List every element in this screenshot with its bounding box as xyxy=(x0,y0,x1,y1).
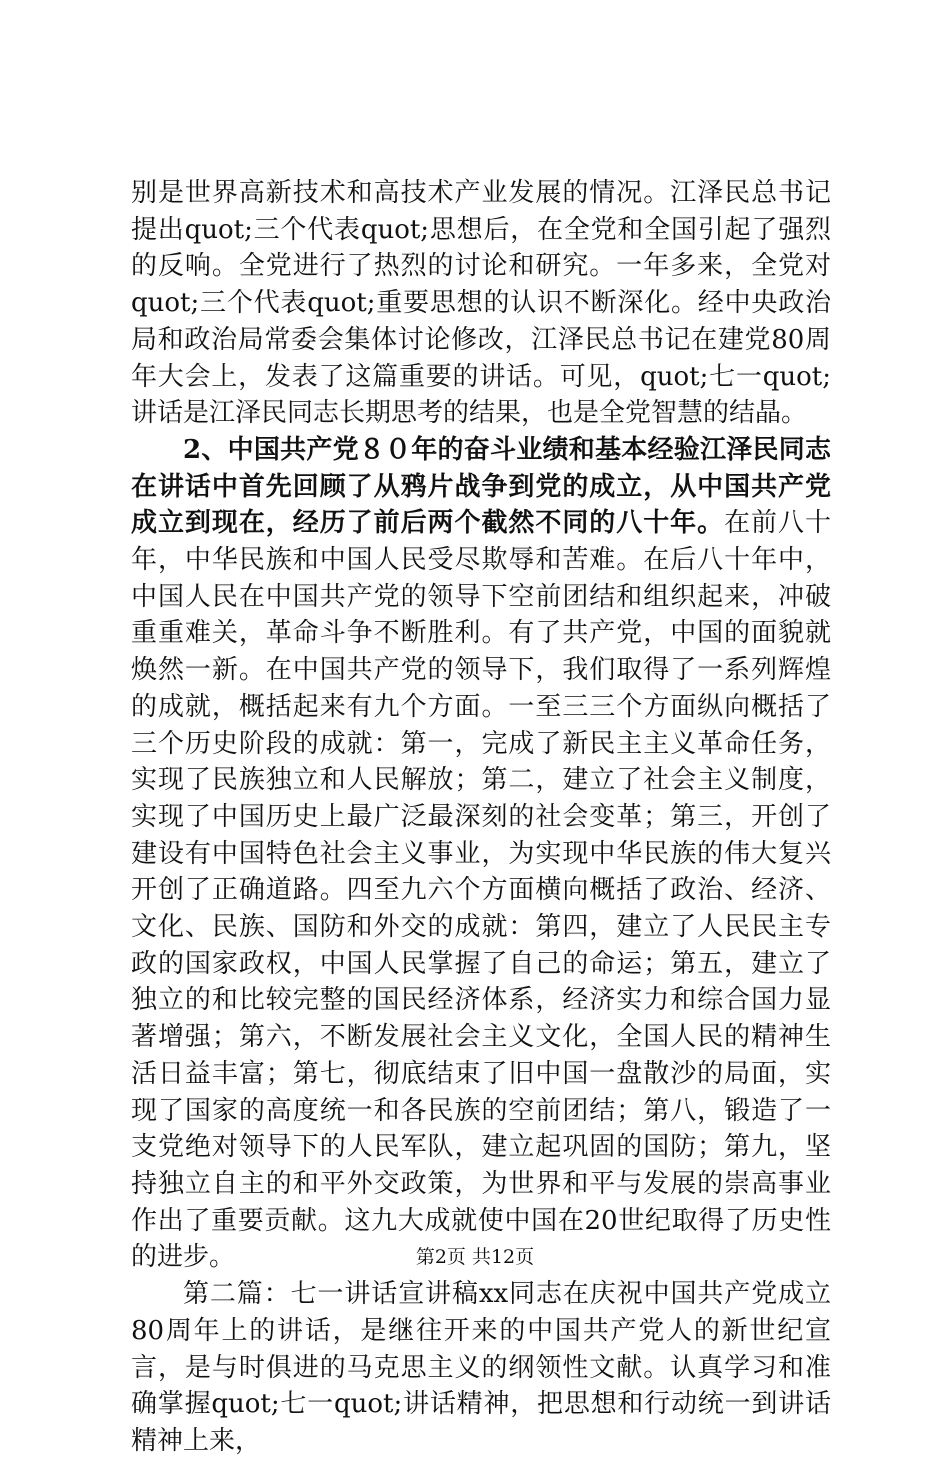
section-2-body: 在前八十年，中华民族和中国人民受尽欺辱和苦难。在后八十年中，中国人民在中国共产党的领导下空前团结和组织起来，冲破重重难关，革命斗争不断胜利。有了共产党，中国的面貌就焕然一新。在中国共产党的领导下，我们取得了一系列辉煌的成就，概括起来有九个方面。一至三三个方面纵向概括了三个历史阶段的成就：第一，完成了新民主主义革命任务，实现了民族独立和人民解放；第二，建立了社会主义制度，实现了中国历史上最广泛最深刻的社会变革；第三，开创了建设有中国特色社会主义事业，为实现中华民族的伟大复兴开创了正确道路。四至九六个方面横向概括了政治、经济、文化、民族、国防和外交的成就：第四，建立了人民民主专政的国家政权，中国人民掌握了自己的命运；第五，建立了独立的和比较完整的国民经济体系，经济实力和综合国力显著增强；第六，不断发展社会主义文化，全国人民的精神生活日益丰富；第七，彻底结束了旧中国一盘散沙的局面，实现了国家的高度统一和各民族的空前团结；第八，锻造了一支党绝对领导下的人民军队，建立起巩固的国防；第九，坚持独立自主的和平外交政策，为世界和平与发展的崇高事业作出了重要贡献。这九大成就使中国在20世纪取得了历史性的进步。 xyxy=(131,508,831,1273)
page-number-footer: 第2页 共12页 xyxy=(415,1246,535,1268)
paragraph-continuation: 别是世界高新技术和高技术产业发展的情况。江泽民总书记提出quot;三个代表quot;思想后，在全党和全国引起了强烈的反响。全党进行了热烈的讨论和研究。一年多来，全党对quot;三个代表quot;重要思想的认识不断深化。经中央政治局和政治局常委会集体讨论修改，江泽民总书记在建党80周年大会上，发表了这篇重要的讲话。可见，quot;七一quot;讲话是江泽民同志长期思考的结果，也是全党智慧的结晶。 xyxy=(131,178,831,429)
paragraph-section-2 xyxy=(131,432,831,1276)
paragraph-part-2: 第二篇：七一讲话宣讲稿xx同志在庆祝中国共产党成立80周年上的讲话，是继往开来的中国共产党人的新世纪宣言，是与时俱进的马克思主义的纲领性文献。认真学习和准确掌握quot;七一quot;讲话精神，把思想和行动统一到讲话精神上来， xyxy=(131,1279,831,1456)
section-2-heading: 2、中国共产党８０年的奋斗业绩和基本经验江泽民同志在讲话中首先回顾了从鸦片战争到党的成立，从中国共产党成立到现在，经历了前后两个截然不同的八十年。 xyxy=(131,434,831,539)
